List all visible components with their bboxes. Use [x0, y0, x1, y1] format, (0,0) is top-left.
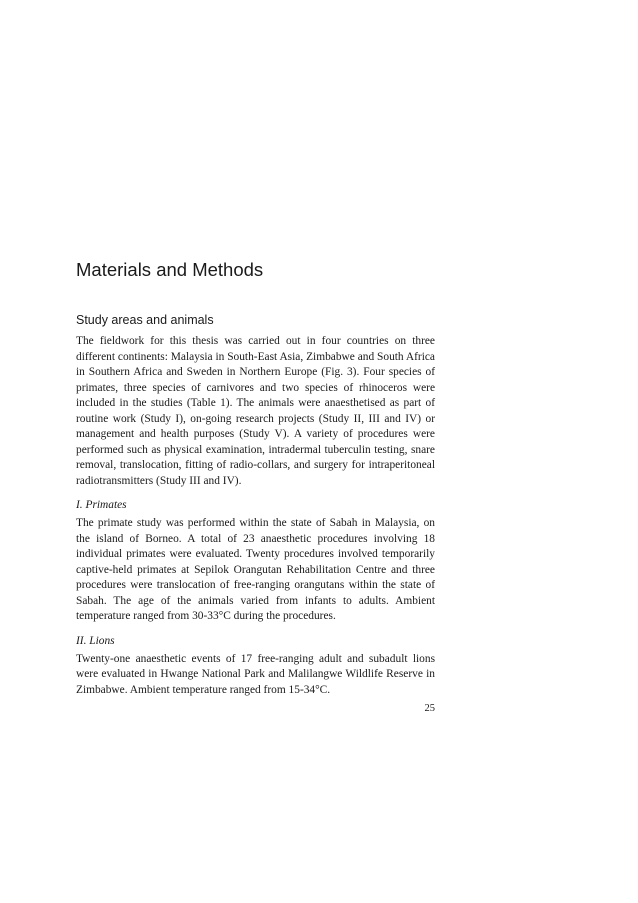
paragraph-study-areas: The fieldwork for this thesis was carried out in four countries on three different continents: Malaysia in South-East Asia, Zimbabwe and South Africa in Southern Africa and Sweden in Northern Europe (Fig. 3). Four species of primates, three species of carnivores and two species of rhinoceros were included in the studies (Table 1). The animals were anaesthetised as part of routine work (Study I), on-going research projects (Study II, III and IV) or management and health purposes (Study V). A variety of procedures were performed such as physical examination, intradermal tuberculin testing, snare removal, translocation, fitting of radio-collars, and surgery for intraperitoneal radiotransmitters (Study III and IV).	[76, 335, 435, 487]
section-heading-study-areas: Study areas and animals	[76, 313, 214, 327]
paragraph-lions: Twenty-one anaesthetic events of 17 free-ranging adult and subadult lions were evaluated in Hwange National Park and Malilangwe Wildlife Reserve in Zimbabwe. Ambient temperature ranged from 15-34°C.	[76, 652, 435, 696]
subheading-primates: I. Primates	[76, 499, 127, 511]
page-number: 25	[424, 703, 435, 714]
subheading-lions: II. Lions	[76, 634, 115, 647]
page-body	[76, 258, 435, 698]
chapter-title: Materials and Methods	[76, 259, 264, 280]
paragraph-primates: The primate study was performed within the state of Sabah in Malaysia, on the island of Borneo. A total of 23 anaesthetic procedures involving 18 individual primates were evaluated. Twenty procedures involved temporarily captive-held primates at Sepilok Orangutan Rehabilitation Centre and three procedures were translocation of free-ranging orangutans within the state of Sabah. The age of the animals varied from infants to adults. Ambient temperature ranged from 30-33°C during the procedures.	[76, 517, 435, 622]
